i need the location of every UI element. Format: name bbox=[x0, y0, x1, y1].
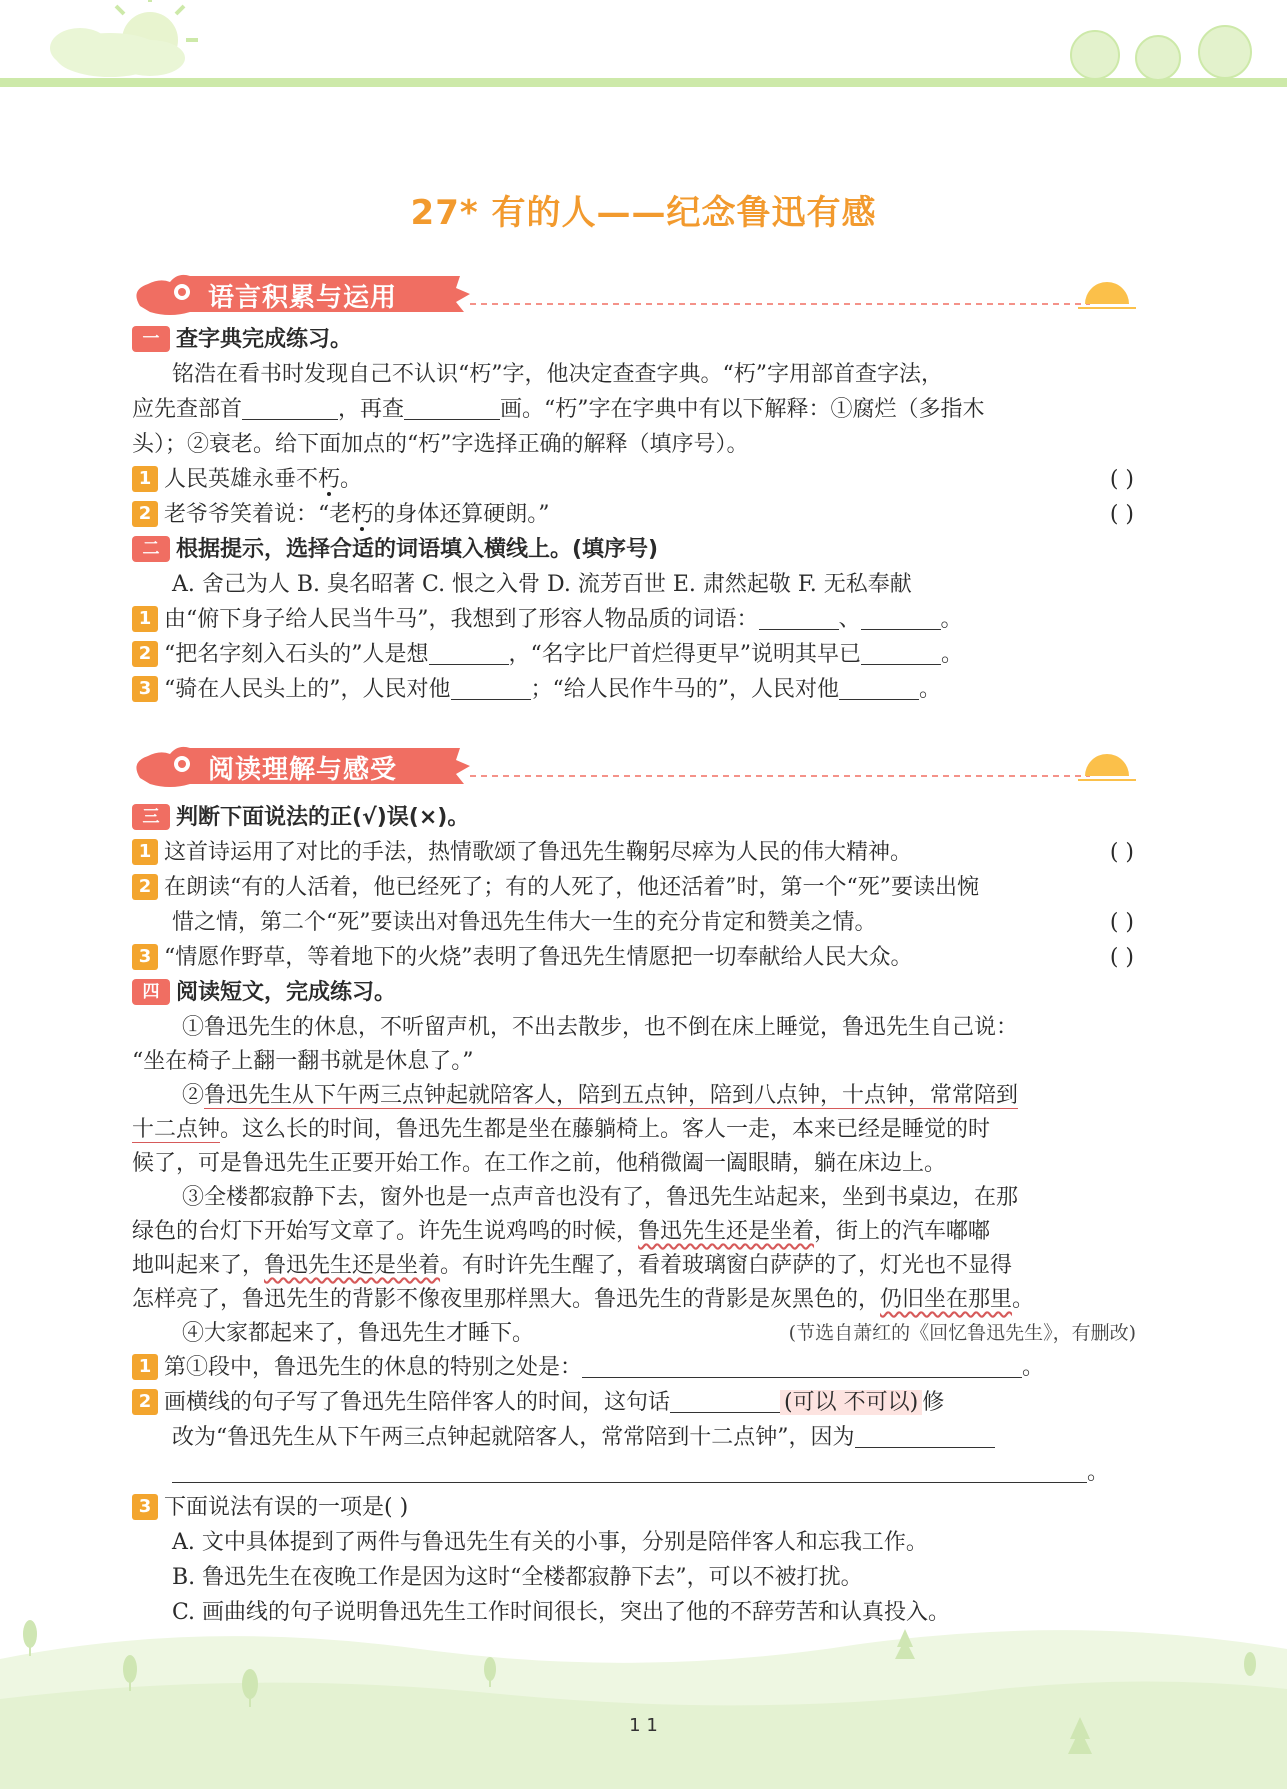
sub-question: 3 下面说法有误的一项是( ) bbox=[132, 1490, 1142, 1525]
sub-question: 2 老爷爷笑着说：“老朽的身体还算硬朗。” ( ) bbox=[132, 497, 1142, 532]
answer-paren[interactable]: ( ) bbox=[1109, 910, 1134, 935]
item-number: 3 bbox=[132, 1494, 158, 1520]
passage-line: 应先查部首 ，再查 画。“朽”字在字典中有以下解释：①腐烂（多指木 bbox=[132, 392, 1142, 427]
section-title: 语言积累与运用 bbox=[208, 283, 398, 313]
passage-line: 怎样亮了，鲁迅先生的背影不像夜里那样黑大。鲁迅先生的背影是灰黑色的，仍旧坐在那里。 bbox=[132, 1287, 1035, 1312]
answer-blank[interactable] bbox=[670, 1386, 780, 1413]
source-note: (节选自萧红的《回忆鲁迅先生》，有删改) bbox=[788, 1322, 1136, 1344]
section-banner bbox=[130, 270, 1142, 320]
sub-question-cont: 改为“鲁迅先生从下午两三点钟起就陪客人，常常陪到十二点钟”，因为 bbox=[132, 1420, 1142, 1455]
page-number: 1 1 bbox=[629, 1715, 658, 1736]
sub-question: 1 这首诗运用了对比的手法，热情歌颂了鲁迅先生鞠躬尽瘁为人民的伟大精神。 ( ) bbox=[132, 835, 1142, 870]
question-heading: 根据提示，选择合适的词语填入横线上。(填序号) bbox=[176, 537, 659, 562]
passage-line: 绿色的台灯下开始写文章了。许先生说鸡鸣的时候，鲁迅先生还是坐着，街上的汽车嘟嘟 bbox=[132, 1219, 991, 1244]
sub-question: 1 第①段中，鲁迅先生的休息的特别之处是： 。 bbox=[132, 1350, 1142, 1385]
footer-decoration bbox=[0, 1589, 1287, 1789]
choice-option[interactable]: B. 鲁迅先生在夜晚工作是因为这时“全楼都寂静下去”，可以不被打扰。 bbox=[172, 1565, 863, 1590]
answer-blank[interactable] bbox=[855, 1421, 995, 1448]
item-number: 2 bbox=[132, 501, 158, 527]
question-number: 一 bbox=[132, 326, 170, 352]
section-language bbox=[132, 322, 1142, 707]
sub-question: 2 画横线的句子写了鲁迅先生陪伴客人的时间，这句话 (可以 不可以) 修 bbox=[132, 1385, 1142, 1420]
choice-option[interactable]: A. 文中具体提到了两件与鲁迅先生有关的小事，分别是陪伴客人和忘我工作。 bbox=[172, 1530, 928, 1555]
dotted-char: 朽 bbox=[318, 467, 341, 492]
answer-paren[interactable]: ( ) bbox=[1109, 467, 1134, 492]
question-heading: 阅读短文，完成练习。 bbox=[176, 980, 397, 1005]
header-decoration bbox=[0, 0, 1287, 120]
underlined-sentence: 十二点钟 bbox=[132, 1117, 221, 1142]
page-title: 27* 有的人——纪念鲁迅有感 bbox=[410, 193, 877, 233]
sub-question: 2 在朗读“有的人活着，他已经死了；有的人死了，他还活着”时，第一个“死”要读出惋 bbox=[132, 870, 1142, 905]
item-number: 1 bbox=[132, 1354, 158, 1380]
passage-line: 头）；②衰老。给下面加点的“朽”字选择正确的解释（填序号）。 bbox=[132, 432, 749, 457]
answer-blank[interactable] bbox=[172, 1456, 1087, 1483]
question-number: 四 bbox=[132, 979, 170, 1005]
answer-blank[interactable] bbox=[582, 1351, 1022, 1378]
answer-blank[interactable] bbox=[839, 673, 919, 700]
item-number: 2 bbox=[132, 641, 158, 667]
sub-question: 1 由“俯下身子给人民当牛马”，我想到了形容人物品质的词语： 、 。 bbox=[132, 602, 1142, 637]
choice-box: (可以 不可以) bbox=[780, 1390, 922, 1415]
sub-question-cont: 惜之情，第二个“死”要读出对鲁迅先生伟大一生的充分肯定和赞美之情。 ( ) bbox=[132, 905, 1142, 940]
item-number: 3 bbox=[132, 676, 158, 702]
answer-paren[interactable]: ( ) bbox=[1109, 840, 1134, 865]
wavy-underlined-sentence: 鲁迅先生还是坐着 bbox=[264, 1253, 441, 1278]
answer-blank[interactable] bbox=[429, 638, 509, 665]
item-number: 3 bbox=[132, 944, 158, 970]
sun-cloud-icon bbox=[50, 0, 198, 77]
answer-blank[interactable] bbox=[242, 393, 338, 420]
question-heading: 查字典完成练习。 bbox=[176, 327, 353, 352]
answer-blank[interactable] bbox=[861, 638, 941, 665]
passage-line: “坐在椅子上翻一翻书就是休息了。” bbox=[132, 1049, 474, 1074]
passage-line: 候了，可是鲁迅先生正要开始工作。在工作之前，他稍微阖一阖眼睛，躺在床边上。 bbox=[132, 1151, 947, 1176]
passage-line: ③全楼都寂静下去，窗外也是一点声音也没有了，鲁迅先生站起来，坐到书桌边，在那 bbox=[182, 1185, 1019, 1210]
underlined-sentence: 鲁迅先生从下午两三点钟起就陪客人，陪到五点钟，陪到八点钟，十点钟，常常陪到 bbox=[204, 1083, 1019, 1108]
answer-blank[interactable] bbox=[861, 603, 941, 630]
passage-line: ①鲁迅先生的休息，不听留声机，不出去散步，也不倒在床上睡觉，鲁迅先生自己说： bbox=[182, 1015, 1019, 1040]
choice-option[interactable]: C. 画曲线的句子说明鲁迅先生工作时间很长，突出了他的不辞劳苦和认真投入。 bbox=[172, 1600, 951, 1625]
wavy-underlined-sentence: 鲁迅先生还是坐着 bbox=[638, 1219, 815, 1244]
item-number: 2 bbox=[132, 1389, 158, 1415]
sub-question: 1 人民英雄永垂不朽。 ( ) bbox=[132, 462, 1142, 497]
question-heading: 判断下面说法的正(√)误(×)。 bbox=[176, 805, 470, 830]
answer-blank[interactable] bbox=[451, 673, 531, 700]
dotted-char: 朽 bbox=[351, 502, 374, 527]
item-number: 1 bbox=[132, 839, 158, 865]
wavy-underlined-sentence: 仍旧坐在那里 bbox=[880, 1287, 1013, 1312]
answer-blank[interactable] bbox=[759, 603, 839, 630]
item-number: 2 bbox=[132, 874, 158, 900]
question-number: 三 bbox=[132, 804, 170, 830]
answer-blank[interactable] bbox=[404, 393, 500, 420]
item-number: 1 bbox=[132, 606, 158, 632]
item-number: 1 bbox=[132, 466, 158, 492]
sub-question: 3 “情愿作野草，等着地下的火烧”表明了鲁迅先生情愿把一切奉献给人民大众。 ( ) bbox=[132, 940, 1142, 975]
animal-faces-icon bbox=[1071, 26, 1251, 80]
passage-line: ②鲁迅先生从下午两三点钟起就陪客人，陪到五点钟，陪到八点钟，十点钟，常常陪到 bbox=[182, 1083, 1019, 1108]
word-options: A. 舍己为人 B. 臭名昭著 C. 恨之入骨 D. 流芳百世 E. 肃然起敬 F. 无私奉献 bbox=[172, 572, 912, 597]
answer-paren[interactable]: ( ) bbox=[1109, 502, 1134, 527]
passage-line: 地叫起来了，鲁迅先生还是坐着。有时许先生醒了，看着玻璃窗白萨萨的了，灯光也不显得 bbox=[132, 1253, 1013, 1278]
section-title: 阅读理解与感受 bbox=[208, 755, 398, 785]
passage-line: 铭浩在看书时发现自己不认识“朽”字，他决定查查字典。“朽”字用部首查字法， bbox=[172, 362, 943, 387]
sub-question: 3 “骑在人民头上的”，人民对他 ；“给人民作牛马的”，人民对他 。 bbox=[132, 672, 1142, 707]
sub-question: 2 “把名字刻入石头的”人是想 ，“名字比尸首烂得更早”说明其早已 。 bbox=[132, 637, 1142, 672]
section-banner bbox=[130, 742, 1142, 792]
passage-line: 十二点钟。这么长的时间，鲁迅先生都是坐在藤躺椅上。客人一走，本来已经是睡觉的时 bbox=[132, 1117, 991, 1142]
answer-paren[interactable]: ( ) bbox=[1109, 945, 1134, 970]
section-reading bbox=[132, 800, 1142, 1630]
sub-question-cont: 。 bbox=[132, 1455, 1142, 1490]
passage-line: ④大家都起来了，鲁迅先生才睡下。 (节选自萧红的《回忆鲁迅先生》，有删改) bbox=[132, 1316, 1142, 1350]
question-number: 二 bbox=[132, 536, 170, 562]
